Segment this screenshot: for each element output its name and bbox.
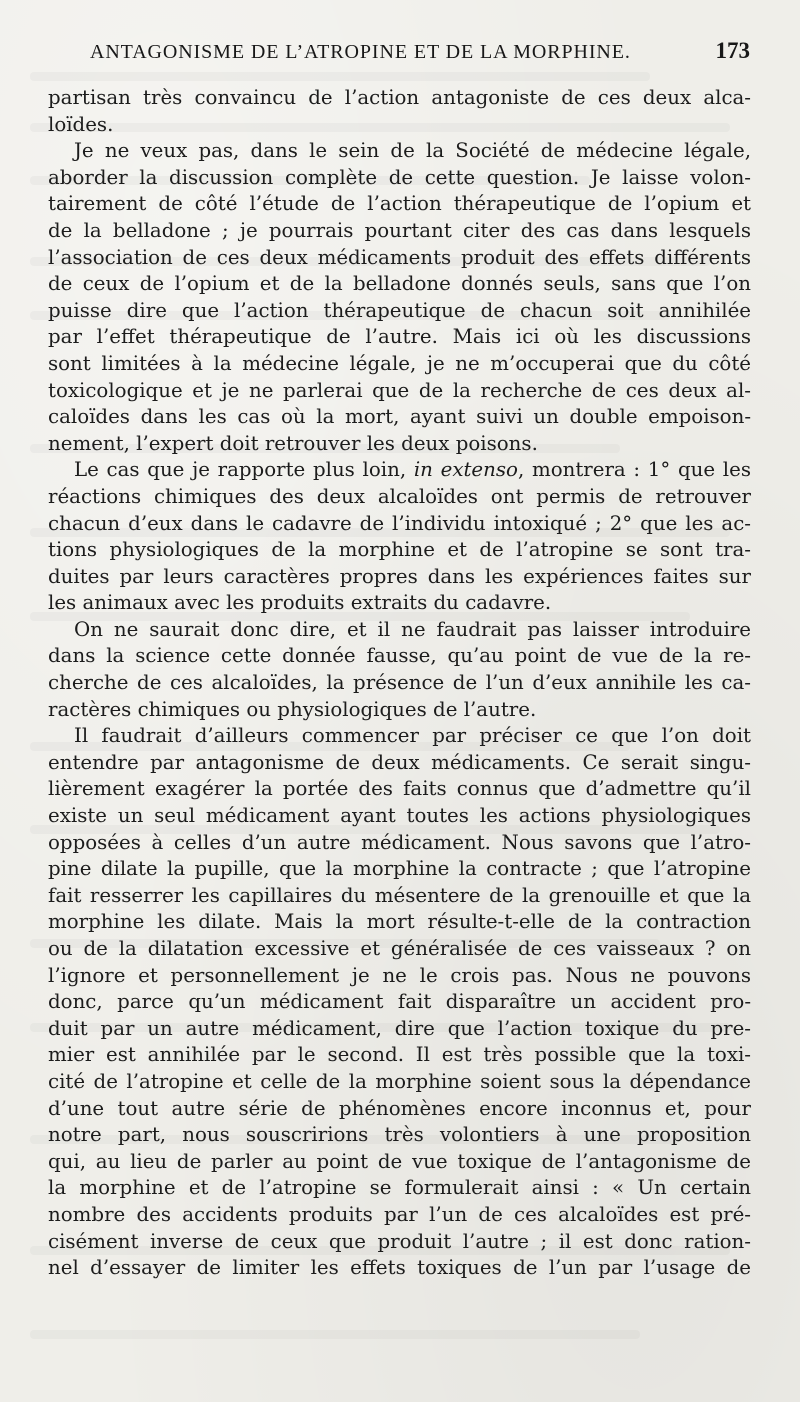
text-line: morphine les dilate. Mais la mort résulte-t-elle de la contraction xyxy=(48,910,751,934)
text-line: pine dilate la pupille, que la morphine la contracte ; que l’atropine xyxy=(48,857,751,881)
text-line: caloïdes dans les cas où la mort, ayant suivi un double empoison- xyxy=(48,405,751,429)
text-line: par l’effet thérapeutique de l’autre. Mais ici où les discussions xyxy=(48,325,751,349)
body-text xyxy=(48,85,751,1282)
text-line: nombre des accidents produits par l’un de ces alcaloïdes est pré- xyxy=(48,1202,751,1226)
text-line: cité de l’atropine et celle de la morphine soient sous la dépendance xyxy=(48,1069,751,1093)
text-line: nel d’essayer de limiter les effets toxiques de l’un par l’usage de xyxy=(48,1256,751,1280)
text-line: loïdes. xyxy=(48,112,114,136)
text-line: Je ne veux pas, dans le sein de la Société de médecine légale, xyxy=(74,139,751,163)
paragraph xyxy=(48,457,751,617)
text-line: duites par leurs caractères propres dans les expériences faites sur xyxy=(48,564,751,588)
text-line: Il faudrait d’ailleurs commencer par préciser ce que l’on doit xyxy=(74,724,751,748)
paragraph xyxy=(48,723,751,1281)
paragraph xyxy=(48,85,751,138)
text-line: existe un seul médicament ayant toutes les actions physiologiques xyxy=(48,804,751,828)
page-number: 173 xyxy=(715,38,750,63)
text-line: de la belladone ; je pourrais pourtant citer des cas dans lesquels xyxy=(48,218,751,242)
text-line: les animaux avec les produits extraits du cadavre. xyxy=(48,591,552,615)
text-line: la morphine et de l’atropine se formulerait ainsi : « Un certain xyxy=(48,1176,751,1200)
text-line: sont limitées à la médecine légale, je ne m’occuperai que du côté xyxy=(48,351,751,375)
text-line: On ne saurait donc dire, et il ne faudrait pas laisser introduire xyxy=(74,617,751,641)
text-line: aborder la discussion complète de cette question. Je laisse volon- xyxy=(48,165,751,189)
italic-text-run: in extenso xyxy=(413,458,518,482)
paragraph xyxy=(48,138,751,457)
text-line: de ceux de l’opium et de la belladone donnés seuls, sans que l’on xyxy=(48,272,751,296)
text-line: tions physiologiques de la morphine et de l’atropine se sont tra- xyxy=(48,538,751,562)
text-line: cisément inverse de ceux que produit l’autre ; il est donc ration- xyxy=(48,1229,751,1253)
text-line: ractères chimiques ou physiologiques de l’autre. xyxy=(48,697,537,721)
text-run: , montrera : 1° que les xyxy=(517,458,751,482)
text-line: réactions chimiques des deux alcaloïdes ont permis de retrouver xyxy=(48,484,751,508)
text-line: partisan très convaincu de l’action antagoniste de ces deux alca- xyxy=(48,86,751,109)
running-title: ANTAGONISME DE L’ATROPINE ET DE LA MORPHINE. xyxy=(90,41,631,63)
text-line: notre part, nous souscririons très volontiers à une proposition xyxy=(48,1123,751,1147)
text-line: nement, l’expert doit retrouver les deux poisons. xyxy=(48,431,538,455)
text-line: dans la science cette donnée fausse, qu’au point de vue de la re- xyxy=(48,644,751,668)
text-line: d’une tout autre série de phénomènes encore inconnus et, pour xyxy=(48,1096,751,1120)
text-line: puisse dire que l’action thérapeutique de chacun soit annihilée xyxy=(48,298,751,322)
text-line: fait resserrer les capillaires du mésentere de la grenouille et que la xyxy=(48,883,751,907)
text-line: l’association de ces deux médicaments produit des effets différents xyxy=(48,245,751,269)
text-line: duit par un autre médicament, dire que l’action toxique du pre- xyxy=(48,1016,751,1040)
running-header xyxy=(90,38,750,68)
text-line: cherche de ces alcaloïdes, la présence de l’un d’eux annihile les ca- xyxy=(48,671,751,695)
text-line: mier est annihilée par le second. Il est très possible que la toxi- xyxy=(48,1043,751,1067)
text-line: l’ignore et personnellement je ne le crois pas. Nous ne pouvons xyxy=(48,963,751,987)
paragraph xyxy=(48,617,751,723)
text-run: Le cas que je rapporte plus loin, xyxy=(74,458,414,482)
text-line xyxy=(48,457,751,484)
text-line: chacun d’eux dans le cadavre de l’individu intoxiqué ; 2° que les ac- xyxy=(48,511,751,535)
text-line: qui, au lieu de parler au point de vue toxique de l’antagonisme de xyxy=(48,1149,751,1173)
text-line: donc, parce qu’un médicament fait disparaître un accident pro- xyxy=(48,990,751,1014)
text-line: lièrement exagérer la portée des faits connus que d’admettre qu’il xyxy=(48,777,751,801)
text-line: entendre par antagonisme de deux médicaments. Ce serait singu- xyxy=(48,750,751,774)
text-line: toxicologique et je ne parlerai que de la recherche de ces deux al- xyxy=(48,378,751,402)
text-line: tairement de côté l’étude de l’action thérapeutique de l’opium et xyxy=(48,192,751,216)
text-line: opposées à celles d’un autre médicament. Nous savons que l’atro- xyxy=(48,830,751,854)
text-line: ou de la dilatation excessive et généralisée de ces vaisseaux ? on xyxy=(48,937,751,960)
